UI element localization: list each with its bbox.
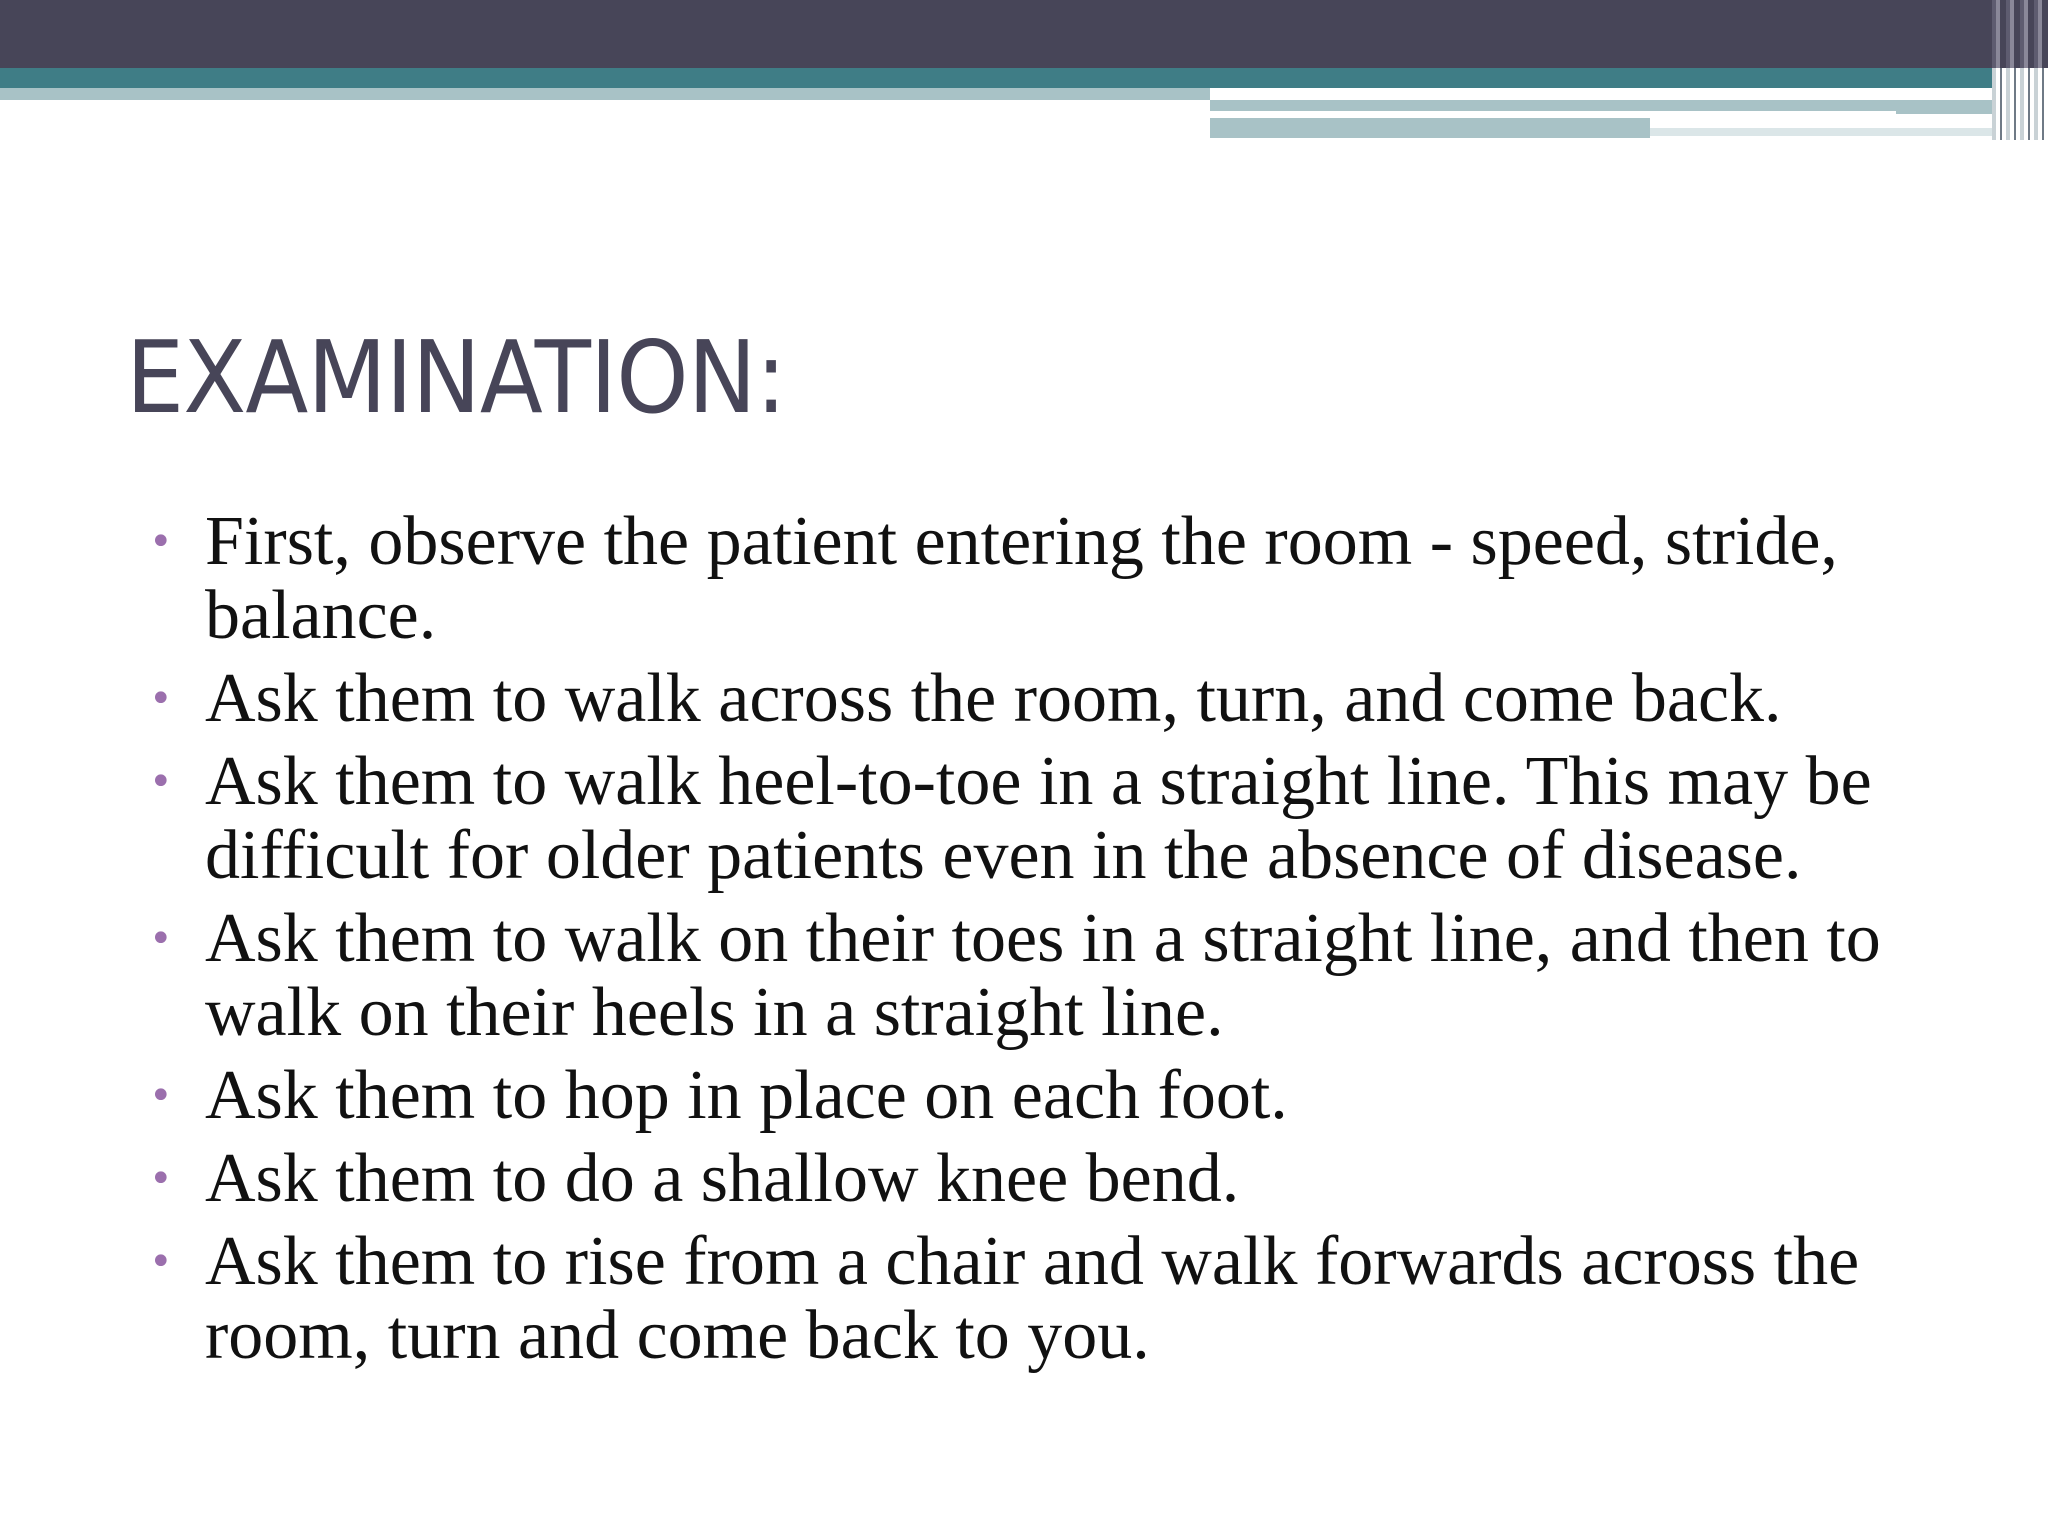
list-item-text: First, observe the patient entering the room - speed, stride, balance. [205,503,1838,654]
bullet-icon: • [149,519,173,565]
bullet-icon: • [149,676,173,722]
list-item [0,1142,2048,1216]
header-band-light-right-lower [1210,118,1650,138]
bullet-icon: • [149,1156,173,1202]
header-band-dark [0,0,2048,68]
bullet-icon: • [149,1239,173,1285]
list-item [0,662,2048,736]
bullet-icon: • [149,916,173,962]
header-white-line [1210,111,1896,116]
header-band-light-left [0,88,1210,100]
list-item [0,745,2048,893]
list-item [0,1059,2048,1133]
bullet-icon: • [149,1073,173,1119]
list-item [0,902,2048,1050]
list-item-text: Ask them to do a shallow knee bend. [205,1140,1240,1217]
header-band-faint [1650,128,2010,136]
header-band-teal [0,68,2048,88]
slide-title: EXAMINATION: [126,319,786,436]
list-item-text: Ask them to rise from a chair and walk forwards across the room, turn and come back to you. [205,1223,1860,1374]
list-item-text: Ask them to hop in place on each foot. [205,1057,1288,1134]
list-item-text: Ask them to walk heel-to-toe in a straight line. This may be difficult for older patients even in the absence of disease. [205,743,1872,894]
bullet-list [0,505,2048,1382]
edge-stripes-dark-decoration [1992,0,2048,68]
list-item [0,505,2048,653]
list-item [0,1225,2048,1373]
list-item-text: Ask them to walk on their toes in a straight line, and then to walk on their heels in a straight line. [205,900,1881,1051]
bullet-icon: • [149,759,173,805]
list-item-text: Ask them to walk across the room, turn, and come back. [205,660,1782,737]
